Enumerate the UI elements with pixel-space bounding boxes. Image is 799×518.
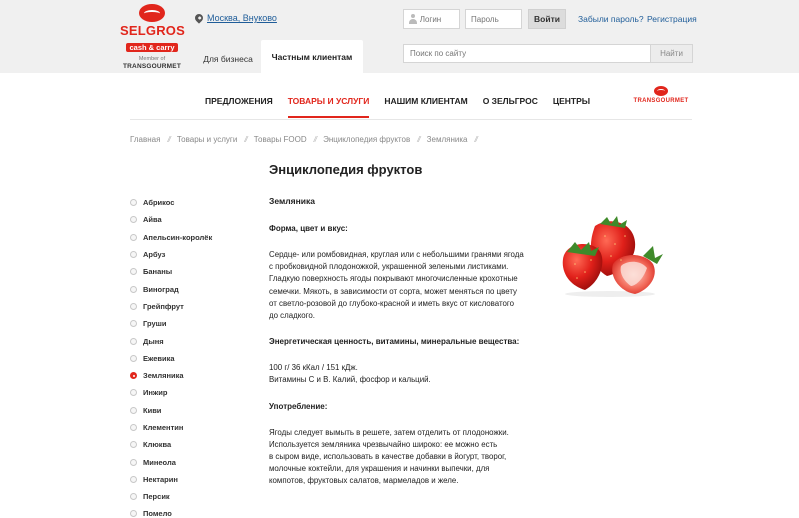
sidebar-item-18[interactable] bbox=[130, 488, 250, 505]
main-nav bbox=[205, 95, 605, 107]
radio-bullet-icon bbox=[130, 372, 137, 379]
sidebar-item-5[interactable] bbox=[130, 263, 250, 280]
sidebar-item-label: Минеола bbox=[143, 457, 176, 467]
breadcrumb-item[interactable]: Товары и услуги bbox=[176, 135, 238, 144]
radio-bullet-icon bbox=[130, 355, 137, 362]
radio-bullet-icon bbox=[130, 493, 137, 500]
breadcrumb-item[interactable]: Энциклопедия фруктов bbox=[323, 135, 411, 144]
forgot-password-link[interactable]: Забыли пароль? bbox=[578, 14, 644, 24]
sidebar-item-10[interactable] bbox=[130, 350, 250, 367]
radio-bullet-icon bbox=[130, 338, 137, 345]
breadcrumb bbox=[130, 135, 484, 144]
sidebar-item-14[interactable] bbox=[130, 419, 250, 436]
sidebar-item-19[interactable] bbox=[130, 505, 250, 518]
sidebar-item-1[interactable] bbox=[130, 194, 250, 211]
login-input[interactable] bbox=[420, 15, 459, 24]
sidebar-item-label: Виноград bbox=[143, 284, 179, 294]
radio-bullet-icon bbox=[130, 441, 137, 448]
tab-business[interactable]: Для бизнеса bbox=[203, 53, 253, 64]
radio-bullet-icon bbox=[130, 389, 137, 396]
breadcrumb-item[interactable]: Главная bbox=[130, 135, 161, 144]
selgros-logo[interactable] bbox=[120, 4, 184, 70]
sidebar-item-8[interactable] bbox=[130, 315, 250, 332]
sidebar-item-label: Киви bbox=[143, 405, 162, 415]
sidebar-item-16[interactable] bbox=[130, 453, 250, 470]
sidebar-item-label: Нектарин bbox=[143, 474, 178, 484]
section-text-shape: Сердце- или ромбовидная, круглая или с небольшими гранями ягода с пробковидной плодоножкой, украшенной зелеными листиками. Гладкую поверхность ягоды покрывают многочисленные крохотные семечки. Мякоть, в зависимости от сорта, может меняться по цвету от светло-розовой до глубоко-красной и иметь вкус от кисловатого до сладкого. bbox=[269, 250, 524, 321]
sidebar-item-13[interactable] bbox=[130, 402, 250, 419]
fruit-article bbox=[269, 195, 534, 488]
breadcrumb-current: Земляника bbox=[426, 135, 468, 144]
sidebar-item-label: Арбуз bbox=[143, 250, 166, 260]
radio-bullet-icon bbox=[130, 216, 137, 223]
breadcrumb-separator-icon: // bbox=[417, 135, 420, 144]
search-field[interactable] bbox=[403, 44, 651, 63]
radio-bullet-icon bbox=[130, 286, 137, 293]
sidebar-item-label: Апельсин-королёк bbox=[143, 232, 213, 242]
login-field[interactable] bbox=[403, 9, 460, 29]
nav-about[interactable]: О ЗЕЛЬГРОС bbox=[482, 96, 538, 106]
sidebar-item-7[interactable] bbox=[130, 298, 250, 315]
tab-private-clients[interactable]: Частным клиентам bbox=[261, 40, 363, 73]
sidebar-item-label: Персик bbox=[143, 492, 170, 502]
logo-tagline: cash & carry bbox=[126, 43, 177, 52]
sidebar-item-15[interactable] bbox=[130, 436, 250, 453]
radio-bullet-icon bbox=[130, 459, 137, 466]
sidebar-item-11[interactable] bbox=[130, 367, 250, 384]
radio-bullet-icon bbox=[130, 303, 137, 310]
page-title: Энциклопедия фруктов bbox=[269, 162, 423, 177]
nav-offers[interactable]: ПРЕДЛОЖЕНИЯ bbox=[205, 96, 273, 106]
breadcrumb-separator-icon: // bbox=[313, 135, 317, 144]
sidebar-item-12[interactable] bbox=[130, 384, 250, 401]
sidebar-item-label: Дыня bbox=[143, 336, 164, 346]
sidebar-item-label: Клементин bbox=[143, 423, 184, 432]
location-pin-icon bbox=[193, 12, 204, 23]
sidebar-item-3[interactable] bbox=[130, 229, 250, 246]
section-heading-nutrition: Энергетическая ценность, витамины, минеральные вещества: bbox=[269, 337, 520, 347]
selgros-mark-icon bbox=[139, 4, 165, 22]
section-text-nutrition: 100 г/ 36 кКал / 151 кДж. Витамины С и В. Калий, фосфор и кальций. bbox=[269, 363, 431, 385]
sidebar-item-label: Айва bbox=[143, 215, 162, 225]
sidebar-item-label: Клюква bbox=[143, 440, 172, 450]
sidebar-item-label: Помело bbox=[143, 509, 172, 518]
password-field[interactable] bbox=[465, 9, 522, 29]
section-heading-usage: Употребление: bbox=[269, 401, 328, 411]
location-link[interactable]: Москва, Внуково bbox=[207, 13, 277, 23]
transgourmet-wordmark: TRANSGOURMET bbox=[633, 98, 689, 104]
fruit-list bbox=[130, 194, 250, 518]
radio-bullet-icon bbox=[130, 251, 137, 258]
search-input[interactable] bbox=[410, 49, 650, 58]
sidebar-item-label: Груши bbox=[143, 319, 167, 329]
section-heading-shape: Форма, цвет и вкус: bbox=[269, 224, 348, 233]
breadcrumb-separator-icon: // bbox=[167, 135, 170, 144]
radio-bullet-icon bbox=[130, 199, 137, 206]
radio-bullet-icon bbox=[130, 476, 137, 483]
breadcrumb-item[interactable]: Товары FOOD bbox=[253, 135, 307, 144]
sidebar-item-4[interactable] bbox=[130, 246, 250, 263]
strawberry-image bbox=[555, 214, 665, 299]
nav-for-clients[interactable]: НАШИМ КЛИЕНТАМ bbox=[384, 96, 468, 106]
sidebar-item-label: Инжир bbox=[143, 388, 168, 398]
sidebar-item-label: Бананы bbox=[143, 267, 173, 277]
nav-centers[interactable]: ЦЕНТРЫ bbox=[552, 96, 591, 106]
sidebar-item-2[interactable] bbox=[130, 211, 250, 228]
radio-bullet-icon bbox=[130, 510, 137, 517]
radio-bullet-icon bbox=[130, 407, 137, 414]
radio-bullet-icon bbox=[130, 234, 137, 241]
search-button[interactable]: Найти bbox=[651, 44, 693, 63]
sidebar-item-9[interactable] bbox=[130, 332, 250, 349]
nav-divider bbox=[130, 119, 692, 120]
location-selector[interactable] bbox=[195, 11, 277, 25]
sidebar-item-17[interactable] bbox=[130, 471, 250, 488]
sidebar-item-6[interactable] bbox=[130, 280, 250, 297]
breadcrumb-separator-icon: // bbox=[474, 135, 477, 144]
breadcrumb-separator-icon: // bbox=[244, 135, 247, 144]
radio-bullet-icon bbox=[130, 320, 137, 327]
transgourmet-logo[interactable] bbox=[632, 86, 690, 104]
radio-bullet-icon bbox=[130, 424, 137, 431]
fruit-name: Земляника bbox=[269, 196, 315, 206]
radio-bullet-icon bbox=[130, 268, 137, 275]
user-icon bbox=[408, 14, 416, 24]
sidebar-item-label: Ежевика bbox=[143, 353, 175, 363]
sidebar-item-label: Грейпфрут bbox=[143, 301, 184, 311]
sidebar-item-label: Абрикос bbox=[143, 198, 175, 208]
sidebar-item-label: Земляника bbox=[143, 371, 184, 381]
login-button[interactable]: Войти bbox=[528, 9, 566, 29]
logo-member-of: Member of bbox=[138, 56, 166, 62]
logo-member-brand: TRANSGOURMET bbox=[122, 63, 181, 70]
password-input[interactable] bbox=[471, 15, 521, 24]
logo-wordmark: SELGROS bbox=[120, 23, 185, 38]
register-link[interactable]: Регистрация bbox=[647, 14, 697, 24]
section-text-usage: Ягоды следует вымыть в решете, затем отделить от плодоножки. Используется земляника чрезвычайно широко: ее можно есть в сыром виде, использовать в качестве добавки в йогурт, творог, молочные коктейли, для украшения и начинки выпечки, для компотов, фруктовых салатов, мармеладов и желе. bbox=[269, 427, 509, 486]
nav-products-services[interactable]: ТОВАРЫ И УСЛУГИ bbox=[287, 96, 370, 106]
transgourmet-mark-icon bbox=[654, 86, 668, 96]
